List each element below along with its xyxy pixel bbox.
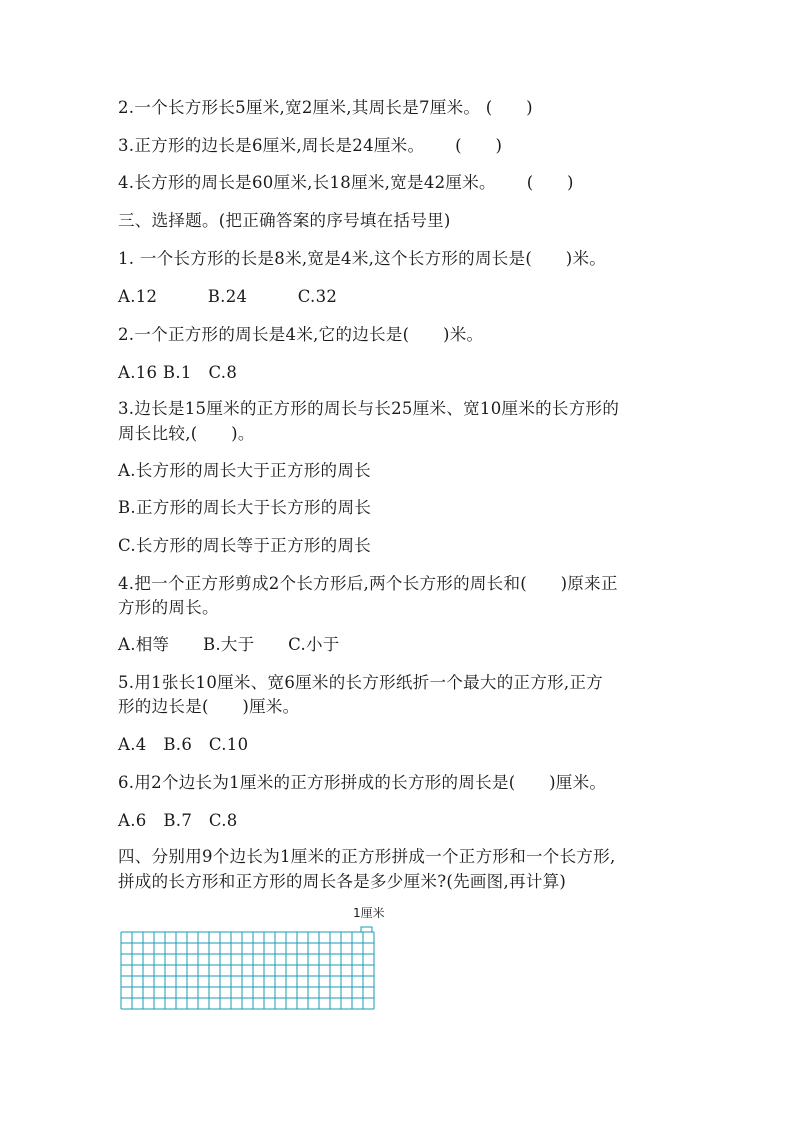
- grid-lines: [121, 932, 374, 1009]
- section-heading-choice: 三、选择题。(把正确答案的序号填在括号里): [118, 211, 451, 230]
- question-4-options: A.相等 B.大于 C.小于: [118, 635, 340, 654]
- worksheet-line-1: 2.一个长方形长5厘米,宽2厘米,其周长是7厘米。 ( ): [118, 98, 533, 117]
- question-6-options: A.6 B.7 C.8: [118, 811, 238, 830]
- scale-bracket: [361, 927, 372, 932]
- section-heading-drawing-line-2: 拼成的长方形和正方形的周长各是多少厘米?(先画图,再计算): [118, 872, 567, 891]
- question-6: 6.用2个边长为1厘米的正方形拼成的长方形的周长是( )厘米。: [118, 773, 607, 792]
- question-5-options: A.4 B.6 C.10: [118, 735, 249, 754]
- grid-svg: [120, 906, 380, 1012]
- section-heading-drawing-line-1: 四、分别用9个边长为1厘米的正方形拼成一个正方形和一个长方形,: [118, 847, 616, 866]
- worksheet-line-3: 4.长方形的周长是60厘米,长18厘米,宽是42厘米。 ( ): [118, 173, 574, 192]
- drawing-grid: [120, 906, 380, 1016]
- question-3-option-a: A.长方形的周长大于正方形的周长: [118, 461, 371, 480]
- question-5-line-2: 形的边长是( )厘米。: [118, 697, 300, 716]
- question-5-line-1: 5.用1张长10厘米、宽6厘米的长方形纸折一个最大的正方形,正方: [118, 673, 604, 692]
- question-2: 2.一个正方形的周长是4米,它的边长是( )米。: [118, 325, 484, 344]
- question-1: 1. 一个长方形的长是8米,宽是4米,这个长方形的周长是( )米。: [118, 249, 607, 268]
- question-3-option-c: C.长方形的周长等于正方形的周长: [118, 536, 372, 555]
- question-4-line-2: 方形的周长。: [118, 598, 219, 617]
- question-3-option-b: B.正方形的周长大于长方形的周长: [118, 498, 372, 517]
- question-3-line-2: 周长比较,( )。: [118, 424, 255, 443]
- question-3-line-1: 3.边长是15厘米的正方形的周长与长25厘米、宽10厘米的长方形的: [118, 399, 620, 418]
- question-2-options: A.16 B.1 C.8: [118, 363, 238, 382]
- worksheet-line-2: 3.正方形的边长是6厘米,周长是24厘米。 ( ): [118, 136, 503, 155]
- question-4-line-1: 4.把一个正方形剪成2个长方形后,两个长方形的周长和( )原来正: [118, 574, 618, 593]
- grid-scale-label: 1厘米: [353, 906, 385, 920]
- question-1-options: A.12 B.24 C.32: [118, 287, 338, 306]
